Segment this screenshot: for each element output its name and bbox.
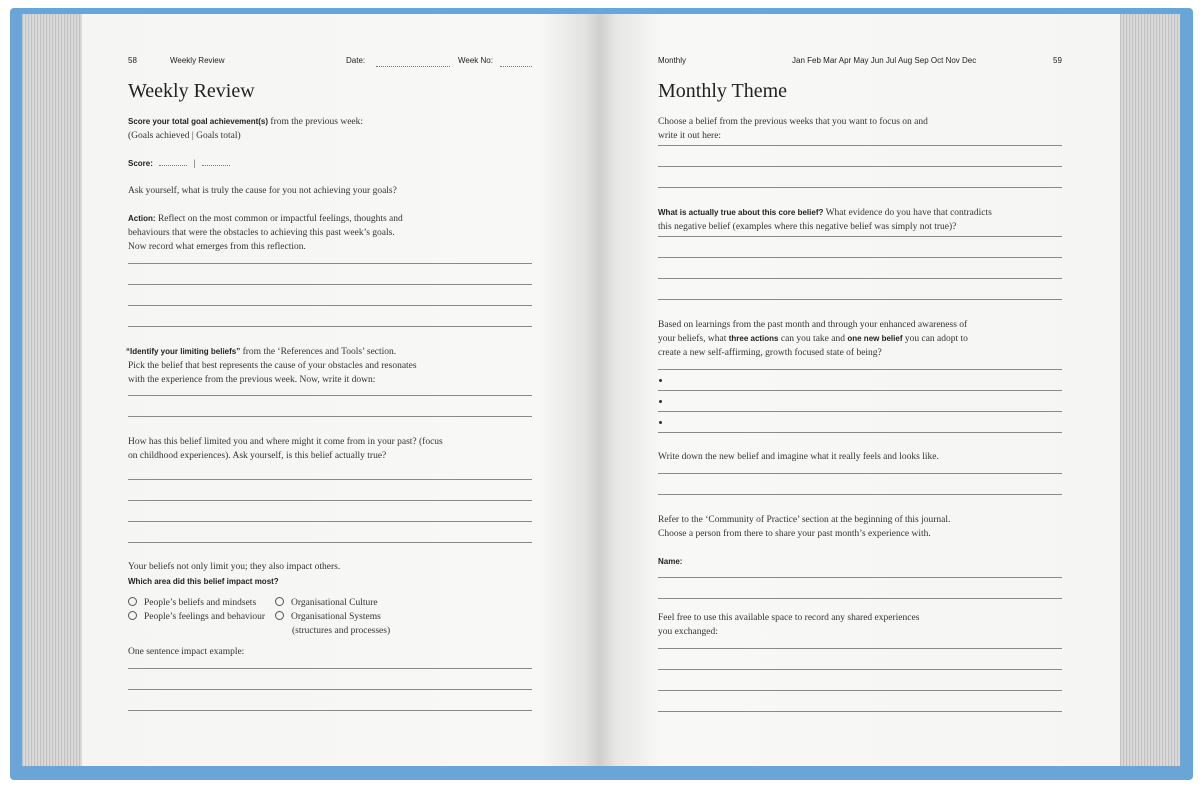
score-separator: |	[193, 159, 196, 169]
page-number: 59	[1053, 56, 1062, 65]
write-line[interactable]	[658, 187, 1062, 188]
write-line[interactable]	[658, 299, 1062, 300]
month-aug[interactable]: Aug	[897, 56, 913, 65]
identify-bold: “Identify your limiting beliefs”	[126, 347, 241, 356]
based-text-a: your beliefs, what	[658, 334, 729, 344]
based-bold-belief: one new belief	[847, 334, 903, 343]
write-line[interactable]	[128, 395, 532, 396]
write-line[interactable]	[128, 479, 532, 480]
true-rest: What evidence do you have that contradicts	[823, 208, 992, 218]
score-achieved-field[interactable]	[159, 157, 187, 166]
option-feelings[interactable]	[128, 610, 265, 624]
left-page	[82, 14, 600, 766]
write-line[interactable]	[128, 416, 532, 417]
bullet-icon	[659, 421, 662, 424]
option-systems[interactable]	[275, 610, 381, 624]
identify-line2: Pick the belief that best represents the cause of your obstacles and resonates	[128, 361, 417, 371]
write-line[interactable]	[128, 689, 532, 690]
option-label: People’s feelings and behaviour	[144, 612, 266, 622]
write-line[interactable]	[658, 473, 1062, 474]
write-line[interactable]	[128, 521, 532, 522]
month-nov[interactable]: Nov	[945, 56, 960, 65]
write-line[interactable]	[658, 598, 1062, 599]
month-may[interactable]: May	[853, 56, 869, 65]
write-line[interactable]	[658, 145, 1062, 146]
week-field[interactable]	[500, 54, 532, 72]
month-oct[interactable]: Oct	[930, 56, 944, 65]
write-line[interactable]	[658, 390, 1062, 391]
action-line3: Now record what emerges from this reflection.	[128, 242, 306, 252]
write-line[interactable]	[658, 236, 1062, 237]
choose-line2: write it out here:	[658, 131, 722, 141]
identify-rest: from the ‘References and Tools’ section.	[240, 347, 397, 357]
write-line[interactable]	[128, 263, 532, 264]
month-jul[interactable]: Jul	[885, 56, 897, 65]
true-line1	[658, 206, 992, 220]
option-label: Organisational Culture	[291, 598, 378, 608]
radio-circle-icon[interactable]	[128, 597, 137, 606]
date-field[interactable]	[376, 54, 450, 72]
write-line[interactable]	[658, 690, 1062, 691]
score-row	[128, 157, 230, 171]
score-intro-rest: from the previous week:	[268, 117, 364, 127]
refer-line1: Refer to the ‘Community of Practice’ section at the beginning of this journal.	[658, 515, 951, 525]
write-line[interactable]	[128, 284, 532, 285]
impact-question: Which area did this belief impact most?	[128, 577, 279, 586]
month-apr[interactable]: Apr	[838, 56, 852, 65]
bullet-icon	[659, 379, 662, 382]
write-line[interactable]	[658, 494, 1062, 495]
feel-line1: Feel free to use this available space to record any shared experiences	[658, 613, 920, 623]
write-line[interactable]	[658, 278, 1062, 279]
based-line2	[658, 332, 968, 346]
date-label: Date:	[346, 56, 366, 65]
write-line[interactable]	[128, 542, 532, 543]
month-mar[interactable]: Mar	[823, 56, 837, 65]
score-intro-line2: (Goals achieved | Goals total)	[128, 131, 241, 141]
identify-line1	[126, 345, 396, 359]
write-line[interactable]	[658, 648, 1062, 649]
write-new-belief: Write down the new belief and imagine what it really feels and looks like.	[658, 452, 939, 462]
based-line1: Based on learnings from the past month and through your enhanced awareness of	[658, 320, 968, 330]
write-line[interactable]	[658, 669, 1062, 670]
impact-line1: Your beliefs not only limit you; they also impact others.	[128, 562, 341, 572]
score-total-field[interactable]	[202, 157, 230, 166]
bullet-icon	[659, 400, 662, 403]
action-bold: Action:	[128, 214, 156, 223]
based-line3: create a new self-affirming, growth focused state of being?	[658, 348, 882, 358]
action-text: Reflect on the most common or impactful feelings, thoughts and	[155, 214, 403, 224]
page-edges-right	[1120, 14, 1180, 766]
name-label: Name:	[658, 557, 683, 566]
choose-line1: Choose a belief from the previous weeks that you want to focus on and	[658, 117, 928, 127]
month-feb[interactable]: Feb	[807, 56, 821, 65]
true-line2: this negative belief (examples where this negative belief was simply not true)?	[658, 222, 957, 232]
write-line[interactable]	[658, 369, 1062, 370]
ask-cause: Ask yourself, what is truly the cause for you not achieving your goals?	[128, 186, 397, 196]
section-name: Weekly Review	[170, 56, 225, 65]
score-intro-bold: Score your total goal achievement(s)	[128, 117, 269, 126]
write-line[interactable]	[658, 711, 1062, 712]
action-line1	[128, 212, 403, 226]
radio-circle-icon[interactable]	[275, 597, 284, 606]
write-line[interactable]	[128, 305, 532, 306]
page-title: Monthly Theme	[658, 80, 788, 102]
identify-line3: with the experience from the previous week. Now, write it down:	[128, 375, 376, 385]
page-edges-left	[22, 14, 82, 766]
week-label: Week No:	[458, 56, 493, 65]
write-line[interactable]	[658, 411, 1062, 412]
month-list	[792, 56, 976, 65]
option-culture[interactable]	[275, 596, 378, 610]
option-label: People’s beliefs and mindsets	[144, 598, 257, 608]
action-line2: behaviours that were the obstacles to achieving this past week’s goals.	[128, 228, 395, 238]
based-text-b: can you take and	[778, 334, 848, 344]
write-line[interactable]	[128, 326, 532, 327]
score-label: Score:	[128, 159, 153, 168]
section-name: Monthly	[658, 56, 687, 65]
radio-circle-icon[interactable]	[275, 611, 284, 620]
write-line[interactable]	[128, 710, 532, 711]
score-intro	[128, 115, 363, 129]
based-text-c: you can adopt to	[902, 334, 968, 344]
write-line[interactable]	[658, 166, 1062, 167]
option-systems-sub: (structures and processes)	[292, 626, 391, 636]
feel-line2: you exchanged:	[658, 627, 718, 637]
option-beliefs[interactable]	[128, 596, 256, 610]
month-sep[interactable]: Sep	[914, 56, 929, 65]
right-page	[600, 14, 1120, 766]
true-bold: What is actually true about this core belief?	[658, 208, 824, 217]
write-line[interactable]	[128, 500, 532, 501]
limited-line1: How has this belief limited you and where might it come from in your past? (focus	[128, 437, 443, 447]
page-number: 58	[128, 56, 137, 65]
based-bold-actions: three actions	[728, 334, 779, 343]
refer-line2: Choose a person from there to share your past month’s experience with.	[658, 529, 931, 539]
example-label: One sentence impact example:	[128, 647, 245, 657]
radio-circle-icon[interactable]	[128, 611, 137, 620]
limited-line2: on childhood experiences). Ask yourself, is this belief actually true?	[128, 451, 387, 461]
name-line[interactable]	[658, 577, 1062, 578]
month-jan[interactable]: Jan	[792, 56, 805, 65]
month-jun[interactable]: Jun	[870, 56, 884, 65]
write-line[interactable]	[128, 668, 532, 669]
write-line[interactable]	[658, 432, 1062, 433]
option-label: Organisational Systems	[291, 612, 381, 622]
write-line[interactable]	[658, 257, 1062, 258]
month-dec[interactable]: Dec	[962, 56, 977, 65]
page-title: Weekly Review	[128, 80, 255, 102]
